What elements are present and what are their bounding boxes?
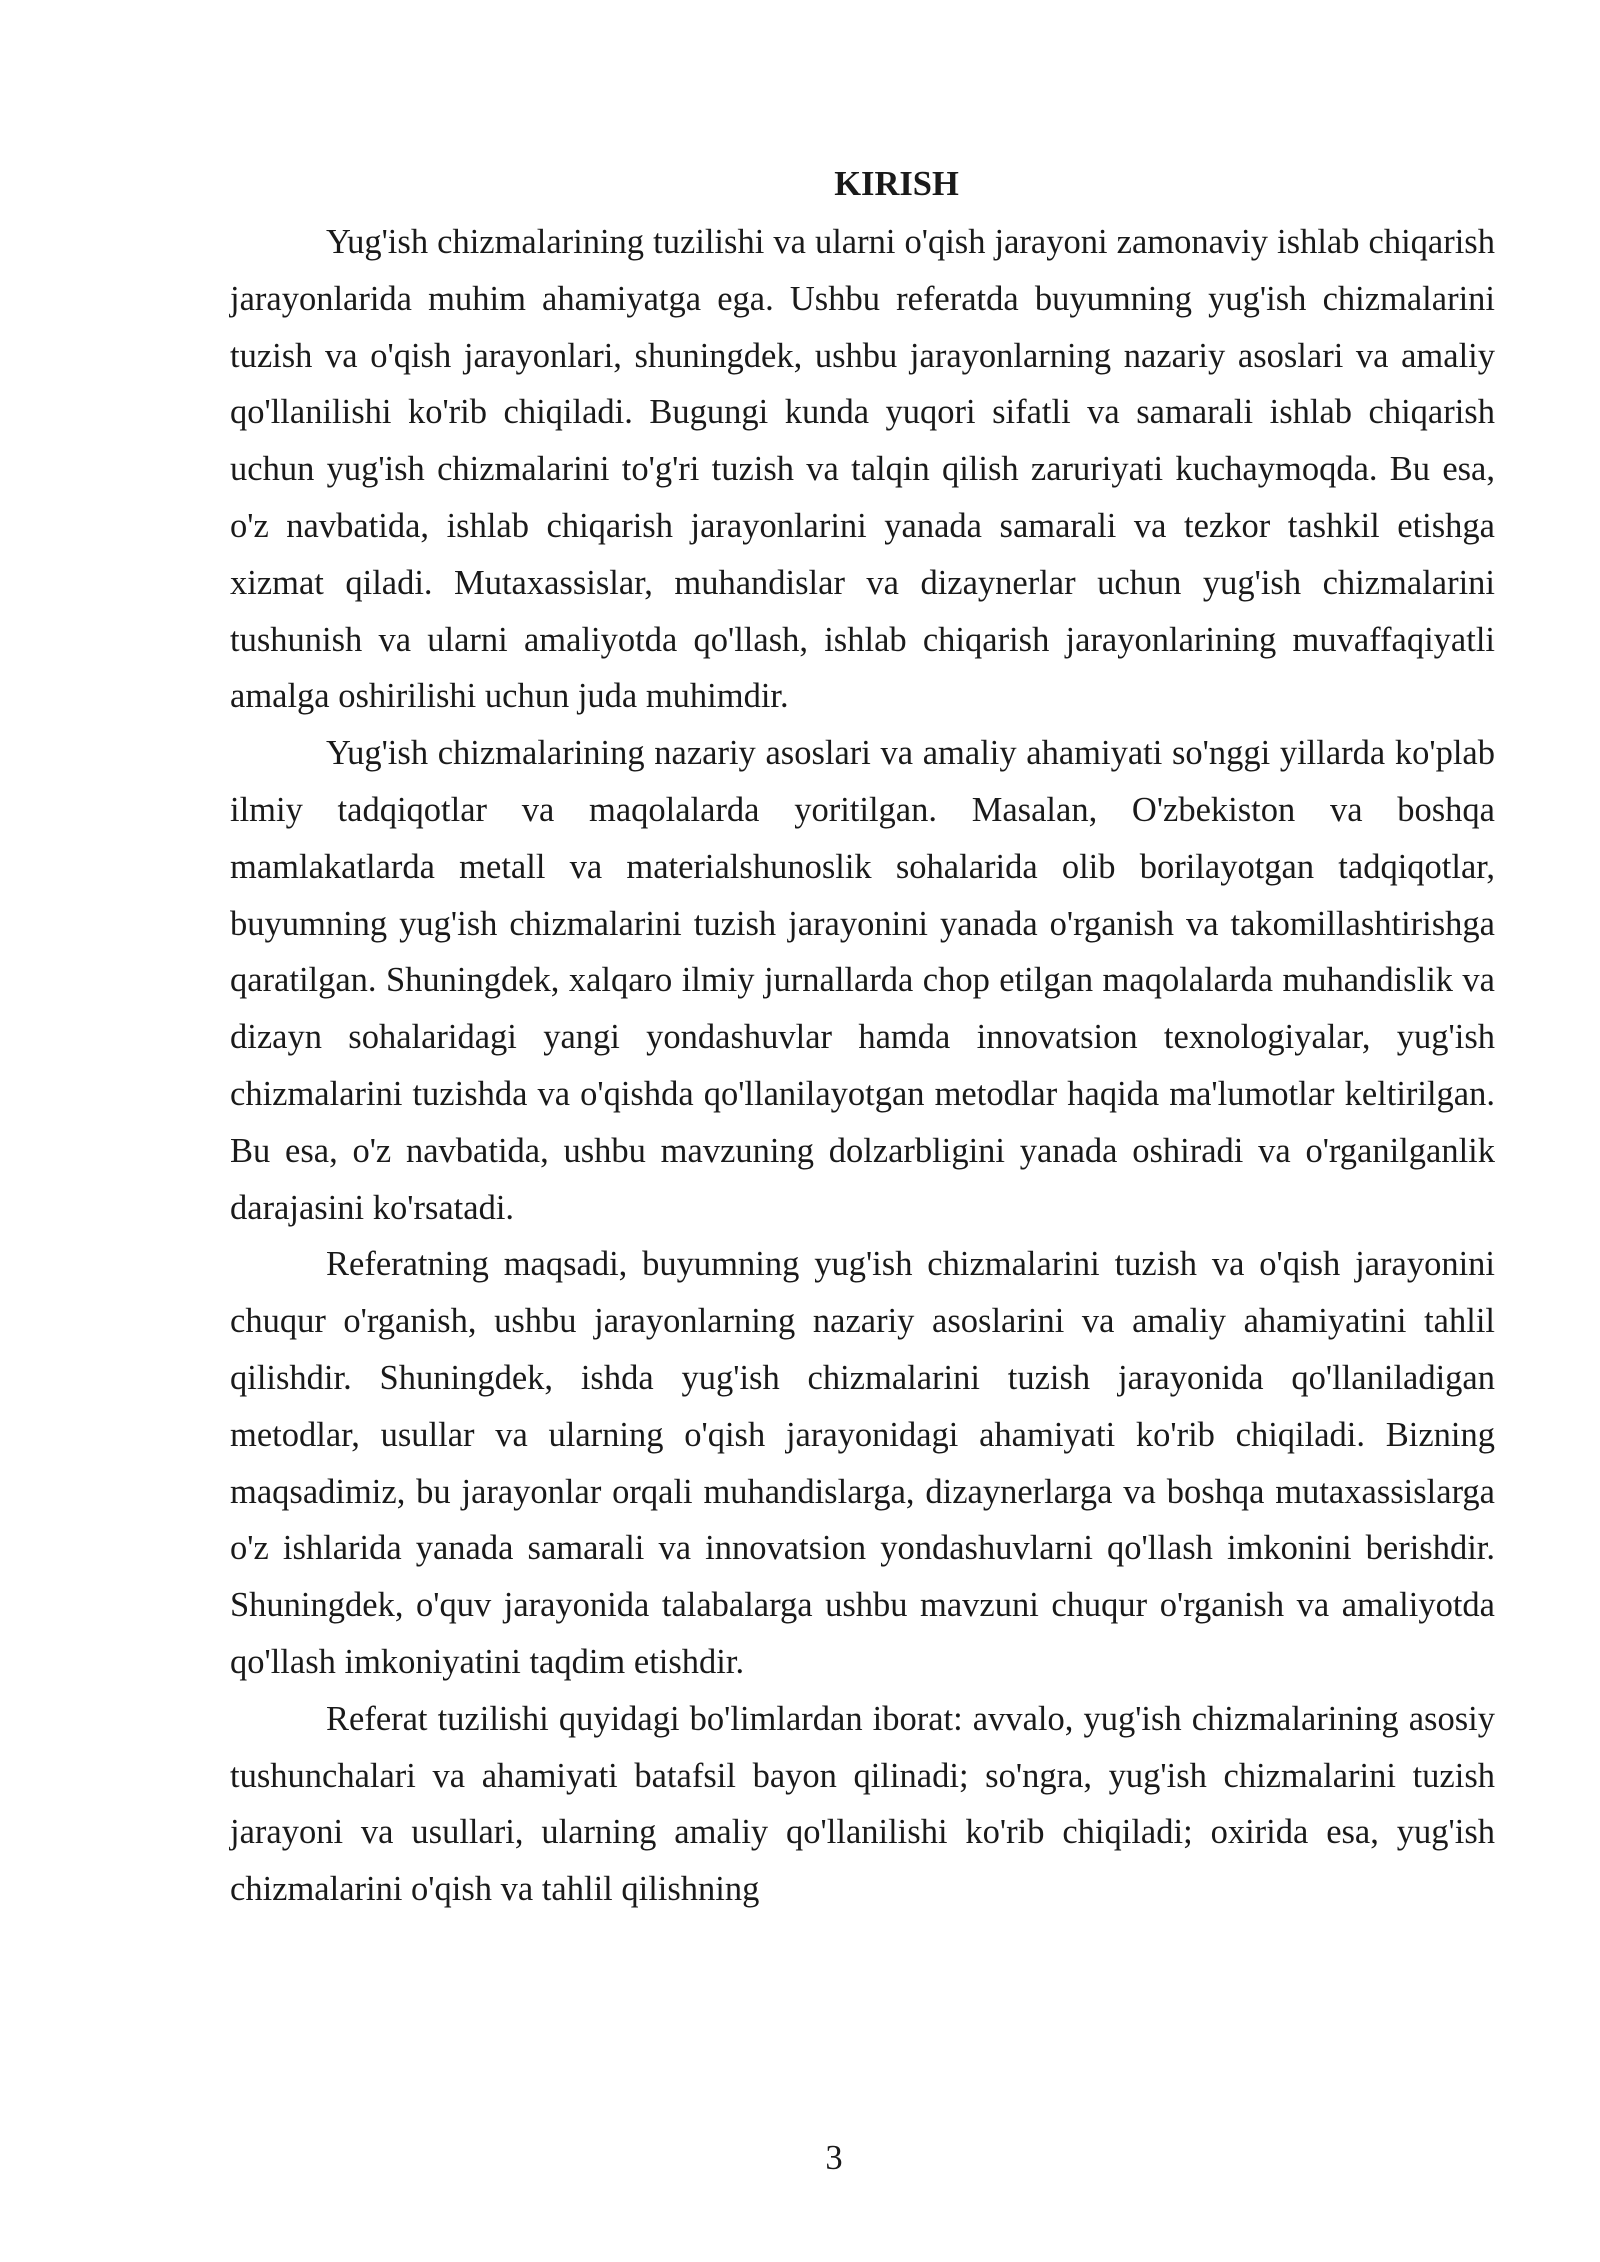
page-content [230, 154, 1495, 1918]
paragraph-3: Referatning maqsadi, buyumning yug'ish chizmalarini tuzish va o'qish jarayonini chuqur o'rganish, ushbu jarayonlarning nazariy asoslarini va amaliy ahamiyatini tahlil qilishdir. Shuningdek, ishda yug'ish chizmalarini tuzish jarayonida qo'llaniladigan metodlar, usullar va ularning o'qish jarayonidagi ahamiyati ko'rib chiqiladi. Bizning maqsadimiz, bu jarayonlar orqali muhandislarga, dizaynerlarga va boshqa mutaxassislarga o'z ishlarida yanada samarali va innovatsion yondashuvlarni qo'llash imkonini berishdir. Shuningdek, o'quv jarayonida talabalarga ushbu mavzuni chuqur o'rganish va amaliyotda qo'llash imkoniyatini taqdim etishdir. [230, 1245, 1495, 1681]
section-title: KIRISH [834, 165, 959, 203]
paragraph-2: Yug'ish chizmalarining nazariy asoslari va amaliy ahamiyati so'nggi yillarda ko'plab ilmiy tadqiqotlar va maqolalarda yoritilgan. Masalan, O'zbekiston va boshqa mamlakatlarda metall va materialshunoslik sohalarida olib borilayotgan tadqiqotlar, buyumning yug'ish chizmalarini tuzish jarayonini yanada o'rganish va takomillashtirishga qaratilgan. Shuningdek, xalqaro ilmiy jurnallarda chop etilgan maqolalarda muhandislik va dizayn sohalaridagi yangi yondashuvlar hamda innovatsion texnologiyalar, yug'ish chizmalarini tuzishda va o'qishda qo'llanilayotgan metodlar haqida ma'lumotlar keltirilgan. Bu esa, o'z navbatida, ushbu mavzuning dolzarbligini yanada oshiradi va o'rganilganlik darajasini ko'rsatadi. [230, 734, 1495, 1227]
paragraph-4: Referat tuzilishi quyidagi bo'limlardan iborat: avvalo, yug'ish chizmalarining asosiy tushunchalari va ahamiyati batafsil bayon qilinadi; so'ngra, yug'ish chizmalarini tuzish jarayoni va usullari, ularning amaliy qo'llanilishi ko'rib chiqiladi; oxirida esa, yug'ish chizmalarini o'qish va tahlil qilishning [230, 1699, 1495, 1909]
paragraph-1: Yug'ish chizmalarining tuzilishi va ularni o'qish jarayoni zamonaviy ishlab chiqarish jarayonlarida muhim ahamiyatga ega. Ushbu referatda buyumning yug'ish chizmalarini tuzish va o'qish jarayonlari, shuningdek, ushbu jarayonlarning nazariy asoslari va amaliy qo'llanilishi ko'rib chiqiladi. Bugungi kunda yuqori sifatli va samarali ishlab chiqarish uchun yug'ish chizmalarini to'g'ri tuzish va talqin qilish zaruriyati kuchaymoqda. Bu esa, o'z navbatida, ishlab chiqarish jarayonlarini yanada samarali va tezkor tashkil etishga xizmat qiladi. Mutaxassislar, muhandislar va dizaynerlar uchun yug'ish chizmalarini tushunish va ularni amaliyotda qo'llash, ishlab chiqarish jarayonlarining muvaffaqiyatli amalga oshirilishi uchun juda muhimdir. [230, 223, 1495, 716]
page-number: 3 [825, 2139, 843, 2177]
